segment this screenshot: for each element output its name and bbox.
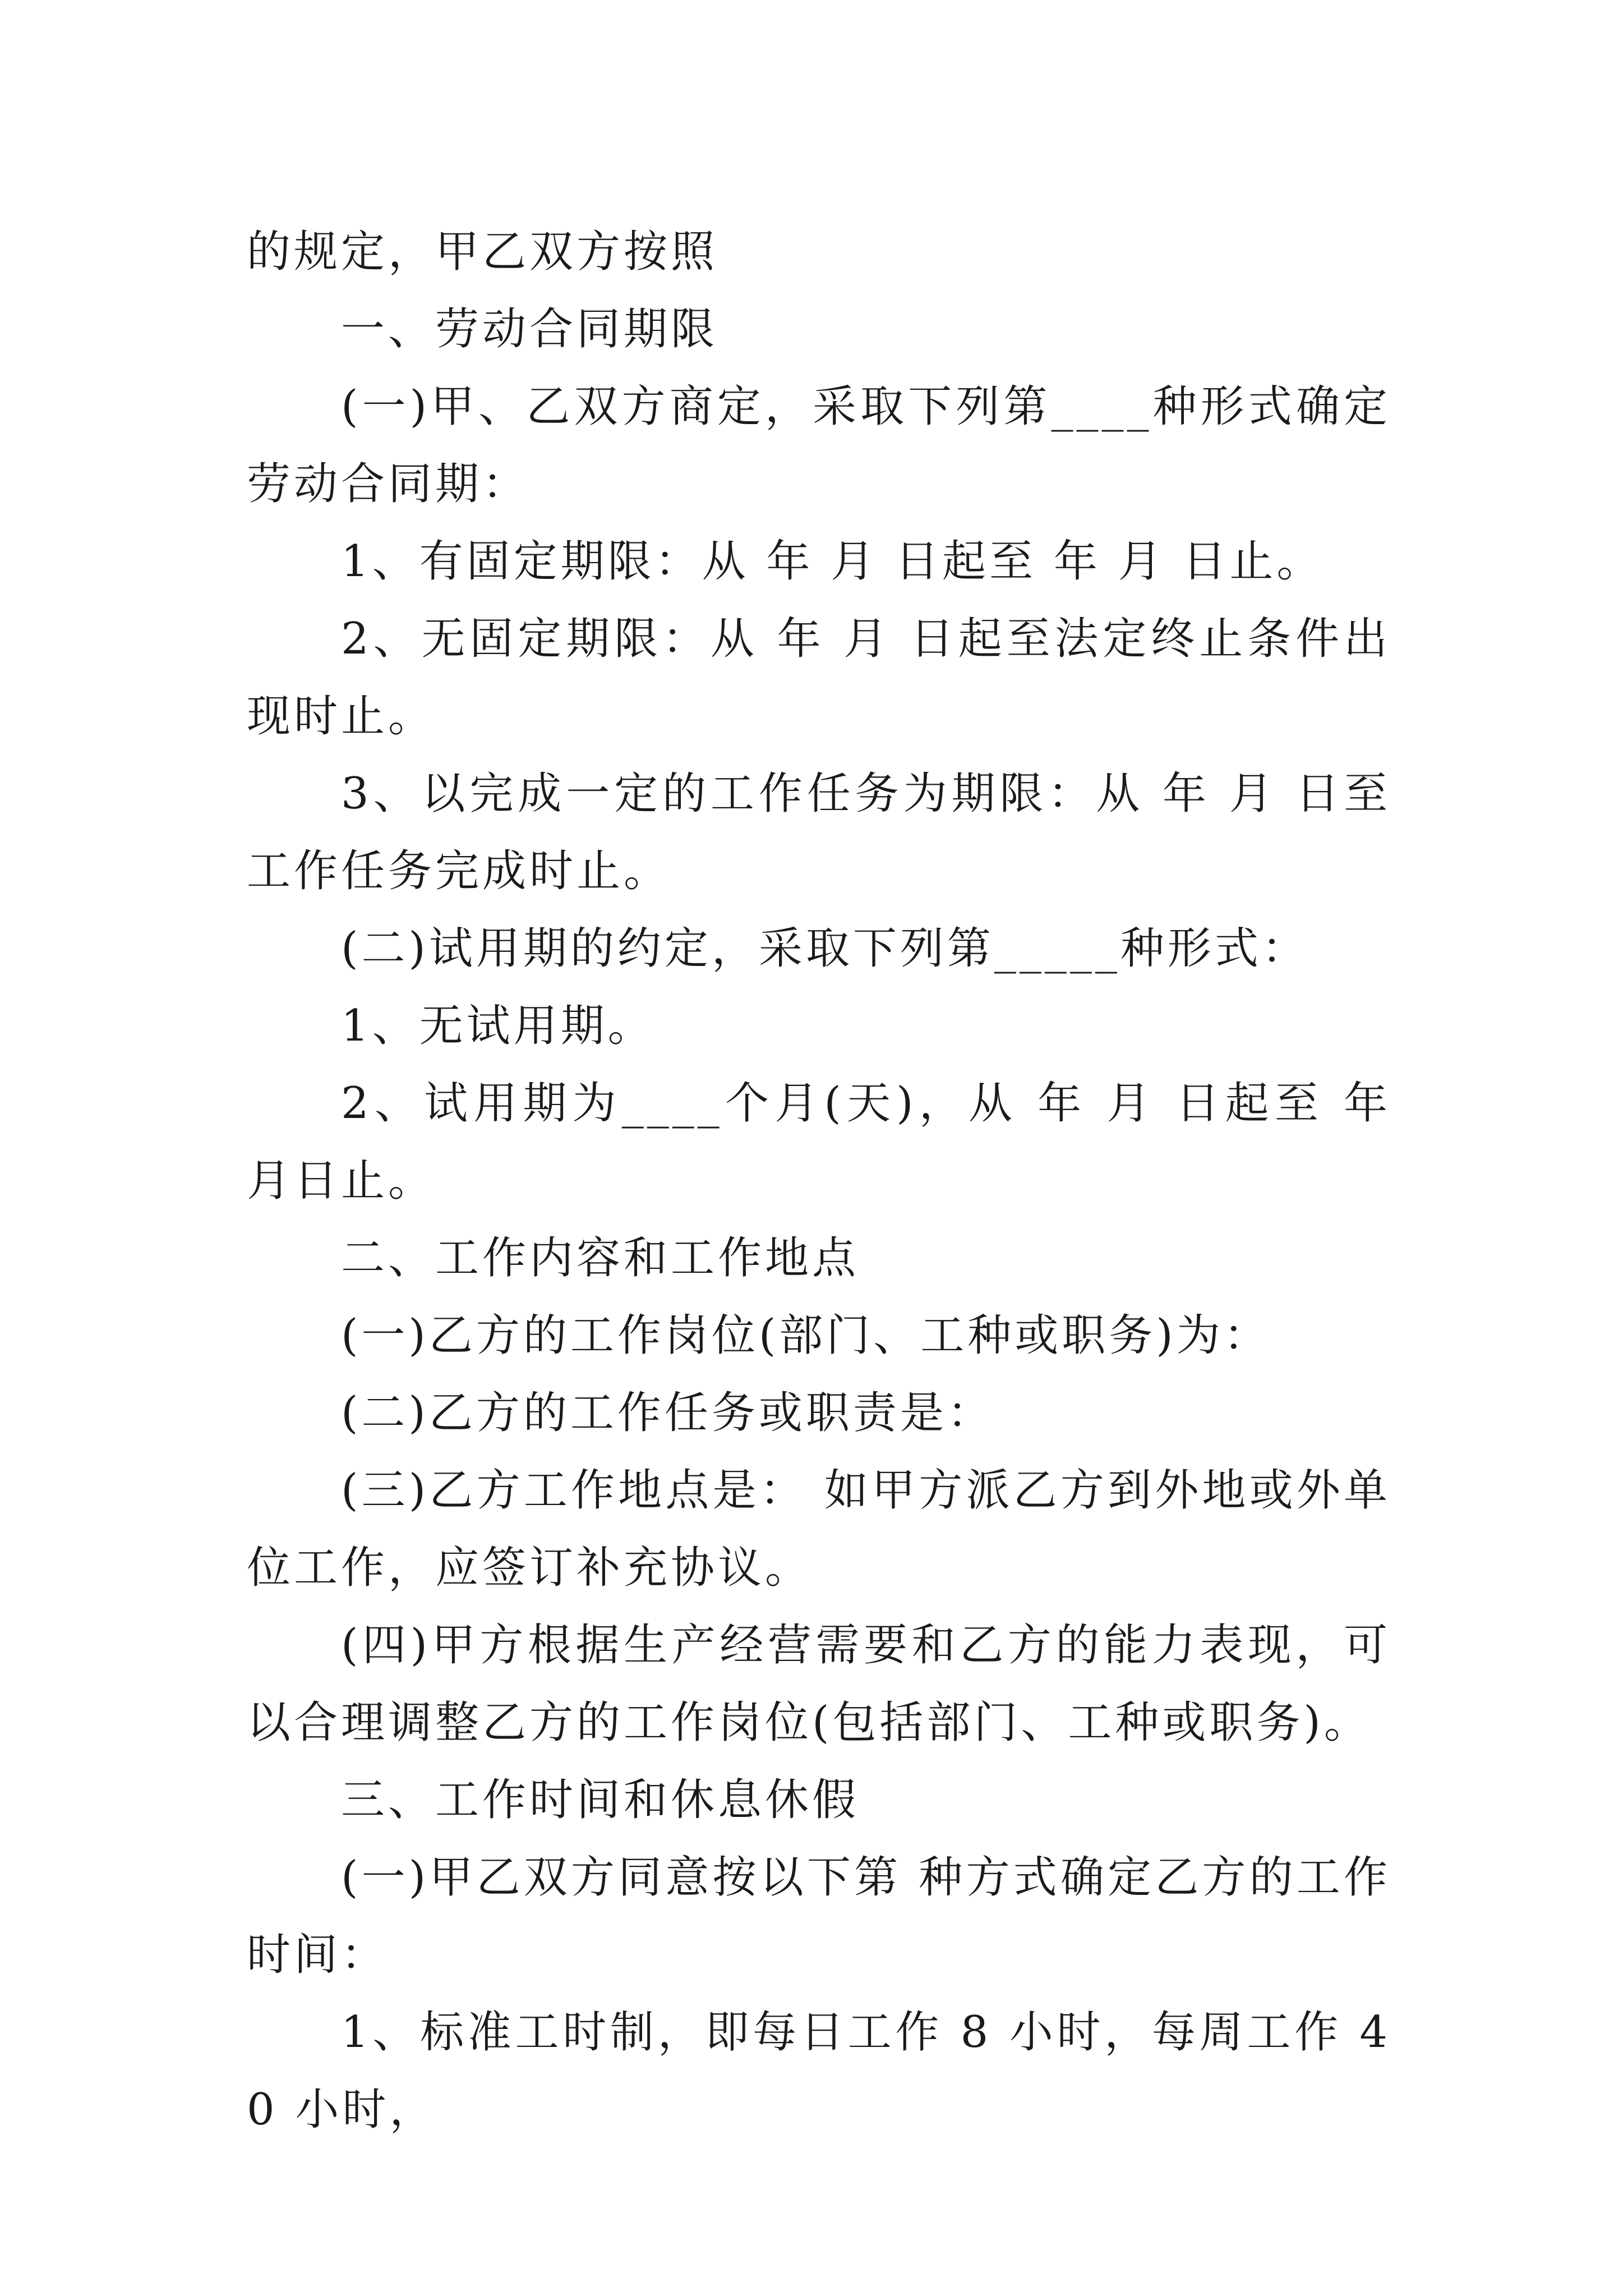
paragraph-work-duties: (二)乙方的工作任务或职责是： bbox=[341, 1388, 994, 1438]
paragraph-standard-hours: 1、标准工时制，即每日工作 8 小时，每周工作 40 小时， bbox=[247, 2007, 1391, 2135]
paragraph-task-term: 3、以完成一定的工作任务为期限：从 年 月 日至 工作任务完成时止。 bbox=[247, 769, 1408, 896]
paragraph-work-location: (三)乙方工作地点是： 如甲方派乙方到外地或外单位工作，应签订补充协议。 bbox=[247, 1465, 1391, 1593]
paragraph-continuation: 的规定，甲乙双方按照 bbox=[247, 227, 718, 277]
paragraph-working-hours-method: (一)甲乙双方同意按以下第 种方式确定乙方的工作时间： bbox=[247, 1852, 1391, 1980]
paragraph-position-adjustment: (四)甲方根据生产经营需要和乙方的能力表现，可以合理调整乙方的工作岗位(包括部门、工种或职务)。 bbox=[247, 1620, 1391, 1748]
section-heading-work-content: 二、工作内容和工作地点 bbox=[341, 1233, 860, 1283]
paragraph-probation-period: 2、试用期为____个月(天)，从 年 月 日起至 年 月日止。 bbox=[247, 1078, 1408, 1206]
section-heading-working-hours: 三、工作时间和休息休假 bbox=[341, 1775, 860, 1825]
paragraph-term-form: (一)甲、乙双方商定，采取下列第____种形式确定劳动合同期： bbox=[247, 381, 1391, 509]
paragraph-fixed-term: 1、有固定期限：从 年 月 日起至 年 月 日止。 bbox=[341, 536, 1324, 587]
paragraph-no-probation: 1、无试用期。 bbox=[341, 1001, 655, 1051]
paragraph-open-term: 2、无固定期限：从 年 月 日起至法定终止条件出现时止。 bbox=[247, 614, 1391, 742]
section-heading-contract-term: 一、劳动合同期限 bbox=[341, 304, 718, 355]
paragraph-probation-form: (二)试用期的约定，采取下列第_____种形式： bbox=[341, 923, 1309, 974]
paragraph-work-position: (一)乙方的工作岗位(部门、工种或职务)为： bbox=[341, 1310, 1271, 1361]
document-body bbox=[247, 213, 1408, 2148]
